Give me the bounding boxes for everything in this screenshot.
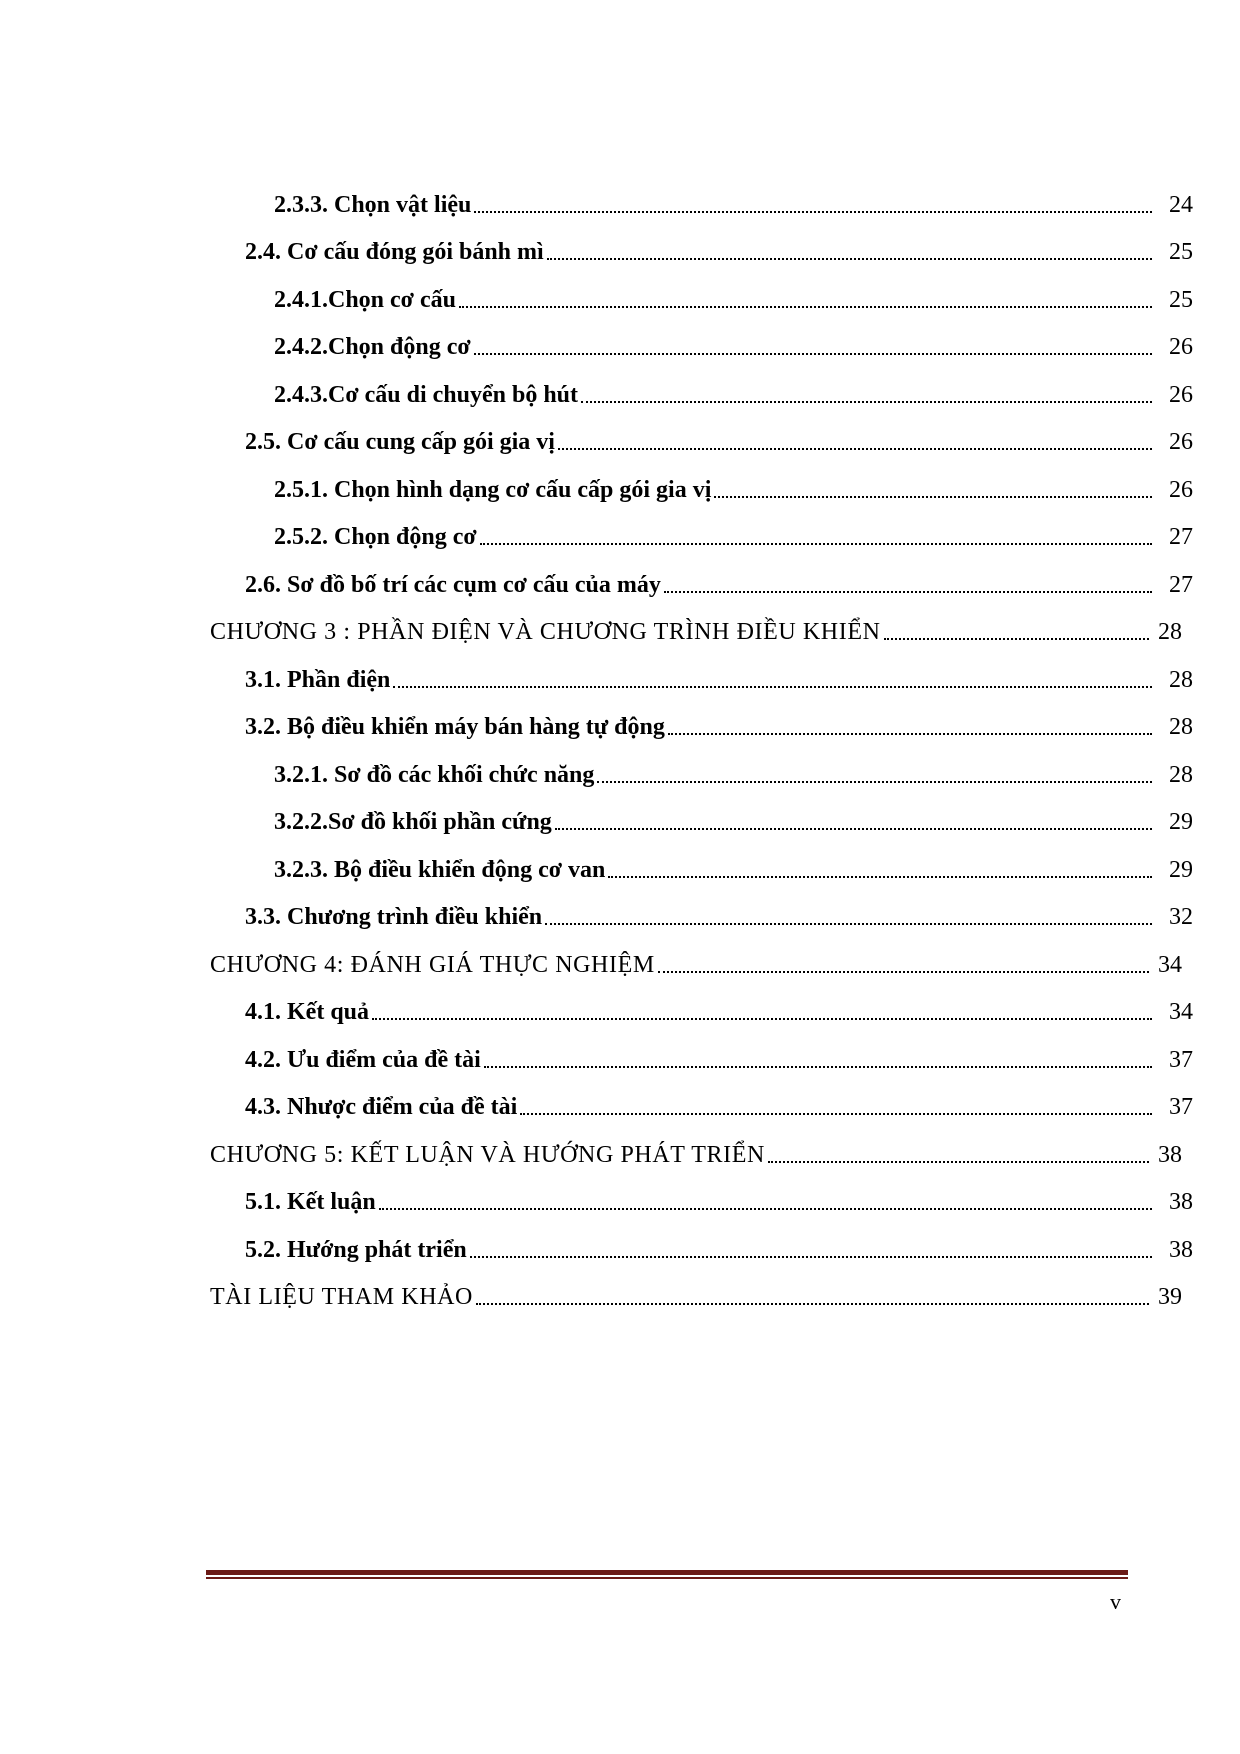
toc-entry-title: TÀI LIỆU THAM KHẢO bbox=[210, 1284, 473, 1310]
dot-leader bbox=[668, 733, 1152, 735]
dot-leader bbox=[555, 828, 1152, 830]
toc-entry-title: 4.3. Nhược điểm của đề tài bbox=[245, 1094, 518, 1120]
toc-entry-page: 27 bbox=[1169, 571, 1193, 598]
dot-leader bbox=[480, 543, 1152, 545]
toc-entry-2-4-1[interactable] bbox=[0, 267, 1240, 315]
toc-entry-page: 26 bbox=[1169, 334, 1193, 360]
page-number: v bbox=[1110, 1589, 1121, 1614]
toc-entry-3-2-3[interactable] bbox=[0, 837, 1240, 885]
toc-entry-title: CHƯƠNG 3 : PHẦN ĐIỆN VÀ CHƯƠNG TRÌNH ĐIỀU KHIỂN bbox=[210, 619, 881, 645]
dot-leader bbox=[545, 923, 1152, 925]
toc-entry-4-1[interactable] bbox=[0, 980, 1240, 1028]
toc-entry-5-2[interactable] bbox=[0, 1217, 1240, 1265]
toc-entry-4-3[interactable] bbox=[0, 1075, 1240, 1123]
toc-entry-page: 34 bbox=[1169, 999, 1193, 1025]
toc-entry-2-3-3[interactable] bbox=[0, 172, 1240, 220]
toc-entry-chapter-5[interactable] bbox=[0, 1122, 1240, 1170]
toc-entry-page: 26 bbox=[1169, 476, 1193, 503]
toc-entry-title: 3.2. Bộ điều khiển máy bán hàng tự động bbox=[245, 714, 665, 740]
dot-leader bbox=[884, 638, 1149, 640]
toc-entry-page: 39 bbox=[1158, 1284, 1182, 1310]
toc-entry-3-2-1[interactable] bbox=[0, 742, 1240, 790]
toc-entry-page: 29 bbox=[1169, 809, 1193, 835]
toc-entry-3-1[interactable] bbox=[0, 647, 1240, 695]
toc-entry-page: 26 bbox=[1169, 429, 1193, 455]
footer-divider-thin bbox=[206, 1577, 1128, 1579]
toc-entry-title: 5.1. Kết luận bbox=[245, 1189, 376, 1215]
dot-leader bbox=[664, 591, 1152, 593]
dot-leader bbox=[474, 211, 1152, 213]
toc-entry-title: CHƯƠNG 4: ĐÁNH GIÁ THỰC NGHIỆM bbox=[210, 951, 655, 978]
toc-entry-page: 29 bbox=[1169, 856, 1193, 883]
toc-entry-title: 3.2.3. Bộ điều khiển động cơ van bbox=[274, 856, 606, 883]
toc-entry-2-6[interactable] bbox=[0, 552, 1240, 600]
toc-entry-page: 28 bbox=[1169, 666, 1193, 693]
dot-leader bbox=[393, 686, 1152, 688]
toc-entry-2-5[interactable] bbox=[0, 410, 1240, 458]
toc-entry-page: 37 bbox=[1169, 1046, 1193, 1073]
dot-leader bbox=[547, 258, 1152, 260]
toc-entry-4-2[interactable] bbox=[0, 1027, 1240, 1075]
toc-entry-5-1[interactable] bbox=[0, 1170, 1240, 1218]
toc-entry-page: 25 bbox=[1169, 286, 1193, 313]
toc-entry-page: 38 bbox=[1169, 1236, 1193, 1263]
toc-entry-references[interactable] bbox=[0, 1265, 1240, 1313]
toc-entry-title: CHƯƠNG 5: KẾT LUẬN VÀ HƯỚNG PHÁT TRIỂN bbox=[210, 1141, 765, 1168]
toc-entry-chapter-3[interactable] bbox=[0, 600, 1240, 648]
dot-leader bbox=[379, 1208, 1152, 1210]
dot-leader bbox=[470, 1256, 1152, 1258]
toc-entry-page: 32 bbox=[1169, 904, 1193, 930]
toc-entry-page: 28 bbox=[1169, 714, 1193, 740]
toc-entry-page: 34 bbox=[1158, 951, 1182, 978]
toc-entry-title: 3.2.2.Sơ đồ khối phần cứng bbox=[274, 809, 552, 835]
dot-leader bbox=[520, 1113, 1152, 1115]
toc-entry-2-4-3[interactable] bbox=[0, 362, 1240, 410]
dot-leader bbox=[484, 1066, 1152, 1068]
table-of-contents bbox=[0, 172, 1240, 1312]
toc-entry-3-2[interactable] bbox=[0, 695, 1240, 743]
toc-entry-2-4[interactable] bbox=[0, 220, 1240, 268]
dot-leader bbox=[658, 971, 1149, 973]
toc-entry-page: 24 bbox=[1169, 191, 1193, 218]
dot-leader bbox=[608, 876, 1152, 878]
toc-entry-2-5-2[interactable] bbox=[0, 505, 1240, 553]
toc-entry-page: 38 bbox=[1158, 1141, 1182, 1168]
toc-entry-title: 2.6. Sơ đồ bố trí các cụm cơ cấu của máy bbox=[245, 571, 661, 598]
dot-leader bbox=[558, 448, 1152, 450]
toc-entry-page: 25 bbox=[1169, 239, 1193, 265]
toc-entry-page: 26 bbox=[1169, 381, 1193, 408]
toc-entry-title: 2.4.2.Chọn động cơ bbox=[274, 334, 471, 360]
toc-entry-page: 27 bbox=[1169, 524, 1193, 550]
toc-entry-title: 2.3.3. Chọn vật liệu bbox=[274, 191, 472, 218]
toc-entry-page: 37 bbox=[1169, 1094, 1193, 1120]
dot-leader bbox=[714, 496, 1152, 498]
toc-entry-3-3[interactable] bbox=[0, 885, 1240, 933]
toc-entry-title: 2.4.1.Chọn cơ cấu bbox=[274, 286, 456, 313]
dot-leader bbox=[474, 353, 1152, 355]
toc-entry-title: 5.2. Hướng phát triển bbox=[245, 1236, 467, 1263]
toc-entry-title: 3.2.1. Sơ đồ các khối chức năng bbox=[274, 761, 595, 788]
toc-entry-title: 3.1. Phần điện bbox=[245, 666, 391, 693]
dot-leader bbox=[581, 401, 1152, 403]
toc-entry-title: 2.5.1. Chọn hình dạng cơ cấu cấp gói gia vị bbox=[274, 476, 712, 503]
toc-entry-title: 2.5.2. Chọn động cơ bbox=[274, 524, 477, 550]
toc-entry-title: 3.3. Chương trình điều khiển bbox=[245, 904, 543, 930]
toc-entry-page: 38 bbox=[1169, 1189, 1193, 1215]
toc-entry-page: 28 bbox=[1158, 619, 1182, 645]
toc-entry-chapter-4[interactable] bbox=[0, 932, 1240, 980]
toc-entry-title: 2.4.3.Cơ cấu di chuyển bộ hút bbox=[274, 381, 579, 408]
toc-entry-2-4-2[interactable] bbox=[0, 315, 1240, 363]
dot-leader bbox=[476, 1303, 1149, 1305]
dot-leader bbox=[372, 1018, 1152, 1020]
toc-entry-title: 2.5. Cơ cấu cung cấp gói gia vị bbox=[245, 429, 555, 455]
dot-leader bbox=[459, 306, 1152, 308]
toc-entry-3-2-2[interactable] bbox=[0, 790, 1240, 838]
toc-entry-title: 4.2. Ưu điểm của đề tài bbox=[245, 1046, 481, 1073]
toc-entry-2-5-1[interactable] bbox=[0, 457, 1240, 505]
toc-entry-page: 28 bbox=[1169, 761, 1193, 788]
dot-leader bbox=[597, 781, 1152, 783]
toc-entry-title: 2.4. Cơ cấu đóng gói bánh mì bbox=[245, 239, 544, 265]
toc-entry-title: 4.1. Kết quả bbox=[245, 999, 370, 1025]
footer-divider bbox=[206, 1570, 1128, 1575]
dot-leader bbox=[768, 1161, 1149, 1163]
